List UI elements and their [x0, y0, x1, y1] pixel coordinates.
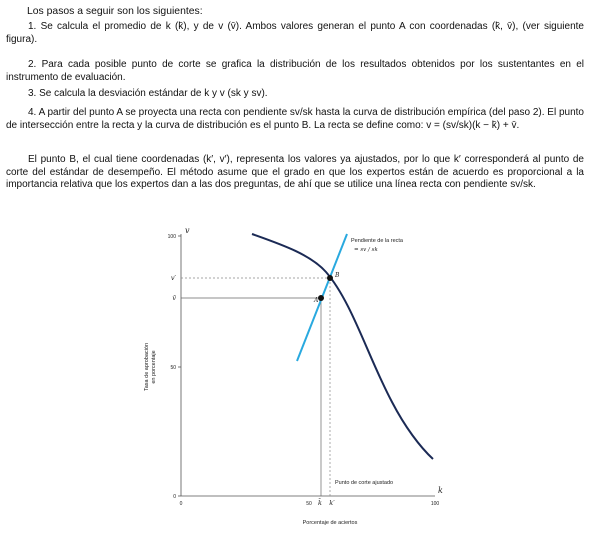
point-b-label: B [335, 272, 340, 279]
k-prime-mark: k′ [329, 499, 335, 507]
y-axis-label-line1: Tasa de aprobación [144, 342, 150, 392]
explanation-paragraph: El punto B, el cual tiene coordenadas (k′, v′), representa los valores ya ajustados, por lo que k′ corresponderá al punto de corte del estándar de desempeño. El método asume que el grado en que los expertos están de acuerdo es proporcional a la importancia relativa que los expertos dan a las dos preguntas, de ahí que se utilice una línea recta con pendiente sv/sk. [6, 154, 584, 191]
x-axis-symbol: k [438, 486, 443, 495]
step-3-paragraph: 3. Se calcula la desviación estándar de k y v (sk y sv). [28, 88, 268, 99]
step-2-paragraph: 2. Para cada posible punto de corte se grafica la distribución de los resultados obtenidos por los sustentantes en el instrumento de evaluación. [6, 59, 584, 83]
slope-label-line1: Pendiente de la recta [351, 238, 403, 244]
y-tick-label-100: 100 [167, 234, 176, 240]
x-tick-label-50: 50 [306, 501, 312, 507]
step-4-paragraph: 4. A partir del punto A se proyecta una recta con pendiente sv/sk hasta la curva de distribución empírica (del paso 2). El punto de intersección entre la recta y la curva de distribución es el punto B. La recta se define como: v = (sv/sk)(k − k̄) + v̄. [6, 107, 584, 131]
x-tick-label-0: 0 [179, 501, 183, 507]
cut-point-label: Punto de corte ajustado [335, 480, 394, 486]
x-tick-label-100: 100 [430, 501, 440, 507]
y-tick-label-0: 0 [173, 494, 176, 500]
x-axis-label: Porcentaje de aciertos [302, 520, 358, 526]
standard-setting-figure [130, 222, 450, 534]
y-axis-label-line2: en porcentaje [151, 350, 157, 384]
v-prime-mark: v′ [170, 274, 176, 282]
point-b-dot [327, 275, 333, 281]
empirical-distribution-curve [252, 234, 433, 459]
step-1-paragraph: 1. Se calcula el promedio de k (k̄), y de v (v̄). Ambos valores generan el punto A con coordenadas (k̄, v̄), (ver siguiente figura). [6, 21, 584, 45]
v-bar-mark: v̄ [172, 294, 176, 302]
y-tick-label-50: 50 [170, 365, 176, 371]
point-a-label: A [314, 297, 319, 304]
figure-svg [130, 222, 450, 534]
slope-label-line2: = sv / sk [354, 247, 378, 253]
intro-text: Los pasos a seguir son los siguientes: [27, 6, 203, 17]
y-axis-symbol: v [185, 226, 190, 235]
point-a-dot [318, 295, 324, 301]
k-bar-mark: k̄ [318, 499, 322, 507]
